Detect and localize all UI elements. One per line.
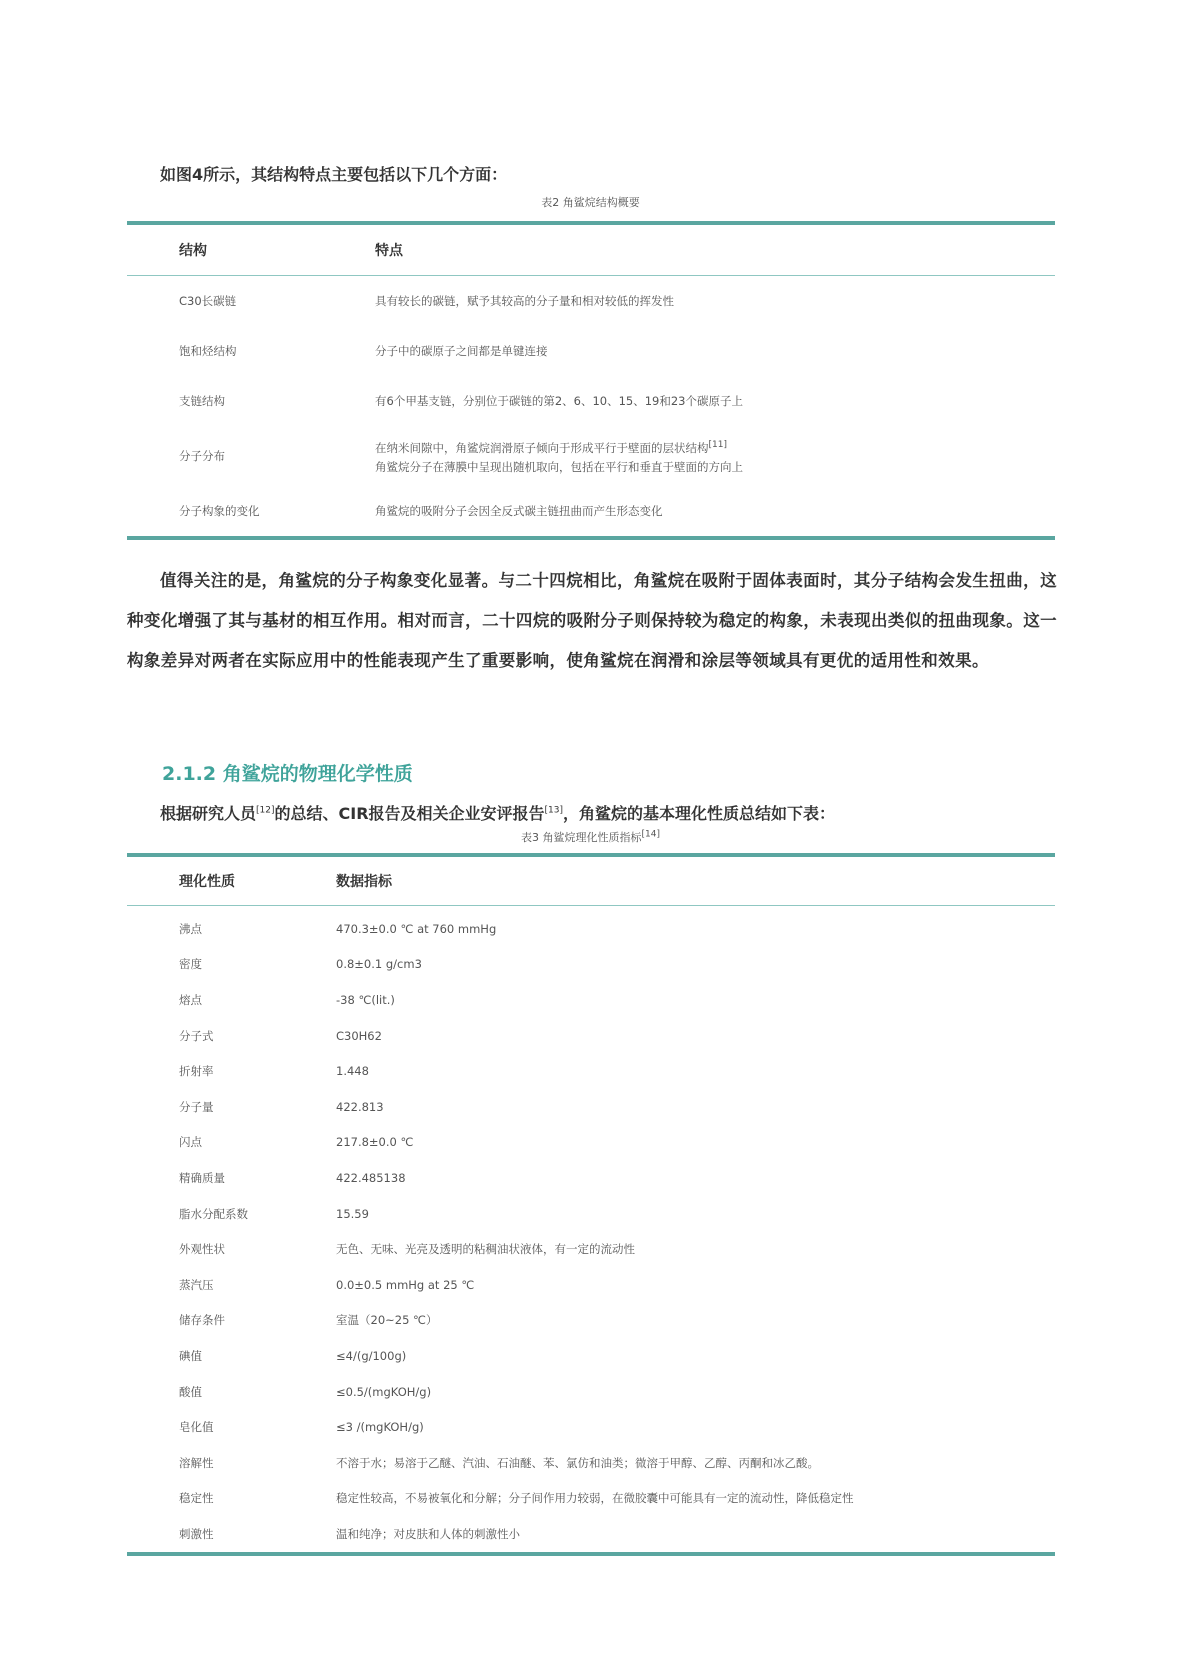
table1-desc-line1: 在纳米间隙中，角鲨烷润滑原子倾向于形成平行于壁面的层状结构 xyxy=(375,440,709,455)
table1-cell-name: 分子分布 xyxy=(179,449,225,463)
citation-ref: [11] xyxy=(708,439,727,450)
table-row xyxy=(127,426,1055,486)
table1-cell-desc xyxy=(375,426,1055,486)
table-row xyxy=(127,1160,1055,1196)
citation-ref: [12] xyxy=(256,805,275,816)
table2-cell-value: 1.448 xyxy=(336,1064,369,1079)
table2-cell-name: 储存条件 xyxy=(179,1313,225,1328)
table2-cell-name: 稳定性 xyxy=(179,1491,214,1506)
table2-cell-value: 0.8±0.1 g/cm3 xyxy=(336,957,422,972)
properties-table xyxy=(127,853,1055,1556)
table2-cell-name: 精确质量 xyxy=(179,1170,225,1185)
table2-cell-name: 酸值 xyxy=(179,1384,202,1399)
lead-text xyxy=(160,801,835,824)
citation-ref: [14] xyxy=(641,829,660,840)
table2-cell-name: 闪点 xyxy=(179,1135,202,1150)
table-row xyxy=(127,1196,1055,1232)
citation-ref: [13] xyxy=(544,805,564,816)
table-row xyxy=(127,1089,1055,1125)
table-row xyxy=(127,1338,1055,1374)
table-row xyxy=(127,1481,1055,1517)
table2-cell-value: 稳定性较高，不易被氧化和分解；分子间作用力较弱，在微胶囊中可能具有一定的流动性，降低稳定性 xyxy=(336,1491,854,1506)
lead-part3: ，角鲨烷的基本理化性质总结如下表： xyxy=(563,804,836,823)
table1-header-structure: 结构 xyxy=(127,223,375,276)
table2-cell-value: 217.8±0.0 ℃ xyxy=(336,1135,414,1150)
table2-cell-value: ≤4/(g/100g) xyxy=(336,1348,407,1363)
intro-text: 如图4所示，其结构特点主要包括以下几个方面： xyxy=(160,165,508,184)
table2-caption-text: 表3 角鲨烷理化性质指标 xyxy=(521,831,642,844)
table2-cell-name: 刺激性 xyxy=(179,1526,214,1541)
table2-cell-name: 折射率 xyxy=(179,1064,214,1079)
table2-cell-name: 密度 xyxy=(179,957,202,972)
lead-part1: 根据研究人员 xyxy=(160,804,257,823)
table2-cell-value: 422.485138 xyxy=(336,1170,406,1185)
table2-cell-value: ≤3 /(mgKOH/g) xyxy=(336,1420,424,1435)
table-row xyxy=(127,276,1055,327)
table-row xyxy=(127,1374,1055,1410)
table2-cell-value: 室温（20~25 ℃） xyxy=(336,1313,438,1328)
body-paragraph: 值得关注的是，角鲨烷的分子构象变化显著。与二十四烷相比，角鲨烷在吸附于固体表面时，其分子结构会发生扭曲，这种变化增强了其与基材的相互作用。相对而言，二十四烷的吸附分子则保持较为稳定的构象，未表现出类似的扭曲现象。这一构象差异对两者在实际应用中的性能表现产生了重要影响，使角鲨烷在润滑和涂层等领域具有更优的适用性和效果。 xyxy=(127,570,1057,670)
table2-cell-name: 外观性状 xyxy=(179,1242,225,1257)
table1-cell-name: C30长碳链 xyxy=(179,294,237,308)
table1-cell-desc: 分子中的碳原子之间都是单键连接 xyxy=(375,344,548,358)
table-row xyxy=(127,1267,1055,1303)
table-row xyxy=(127,1445,1055,1481)
table1-cell-desc: 角鲨烷的吸附分子会因全反式碳主链扭曲而产生形态变化 xyxy=(375,504,663,518)
section-heading: 2.1.2 角鲨烷的物理化学性质 xyxy=(162,763,413,785)
table2-cell-value: C30H62 xyxy=(336,1028,382,1043)
table-row xyxy=(127,906,1055,947)
structure-table xyxy=(127,221,1055,540)
table2-cell-name: 皂化值 xyxy=(179,1420,214,1435)
table2-cell-value: ≤0.5/(mgKOH/g) xyxy=(336,1384,432,1399)
table2-cell-name: 熔点 xyxy=(179,992,202,1007)
lead-part2: 的总结、CIR报告及相关企业安评报告 xyxy=(274,804,545,823)
table2-cell-name: 分子式 xyxy=(179,1028,214,1043)
table-row xyxy=(127,486,1055,538)
table-row xyxy=(127,376,1055,426)
table1-desc-line2: 角鲨烷分子在薄膜中呈现出随机取向，包括在平行和垂直于壁面的方向上 xyxy=(375,460,743,475)
table2-header-value: 数据指标 xyxy=(335,855,1055,906)
table1-caption: 表2 角鲨烷结构概要 xyxy=(541,196,640,209)
table2-cell-value: 0.0±0.5 mmHg at 25 ℃ xyxy=(336,1277,475,1292)
table2-caption xyxy=(0,829,1181,845)
table2-header-property: 理化性质 xyxy=(127,855,335,906)
table-row xyxy=(127,947,1055,983)
table-row xyxy=(127,1053,1055,1089)
table2-cell-value: 无色、无味、光亮及透明的粘稠油状液体，有一定的流动性 xyxy=(336,1242,635,1257)
table2-cell-value: 470.3±0.0 ℃ at 760 mmHg xyxy=(336,921,497,936)
table2-cell-value: 422.813 xyxy=(336,1099,384,1114)
table-row xyxy=(127,326,1055,376)
table1-header-feature: 特点 xyxy=(375,223,1055,276)
table2-cell-name: 碘值 xyxy=(179,1348,202,1363)
table1-cell-name: 分子构象的变化 xyxy=(179,504,260,518)
table2-cell-name: 沸点 xyxy=(179,921,202,936)
table2-cell-name: 溶解性 xyxy=(179,1455,214,1470)
table-row xyxy=(127,1516,1055,1554)
table1-cell-desc: 有6个甲基支链，分别位于碳链的第2、6、10、15、19和23个碳原子上 xyxy=(375,394,743,408)
table-row xyxy=(127,1125,1055,1161)
table-row xyxy=(127,1018,1055,1054)
table-row xyxy=(127,982,1055,1018)
table1-cell-name: 支链结构 xyxy=(179,394,225,408)
table1-cell-desc: 具有较长的碳链，赋予其较高的分子量和相对较低的挥发性 xyxy=(375,294,674,308)
table2-cell-value: -38 ℃(lit.) xyxy=(336,992,395,1007)
table2-cell-name: 脂水分配系数 xyxy=(179,1206,248,1221)
table-row xyxy=(127,1303,1055,1339)
table2-cell-value: 温和纯净；对皮肤和人体的刺激性小 xyxy=(336,1526,520,1541)
table-row xyxy=(127,1409,1055,1445)
table1-cell-name: 饱和烃结构 xyxy=(179,344,237,358)
table2-cell-value: 不溶于水；易溶于乙醚、汽油、石油醚、苯、氯仿和油类；微溶于甲醇、乙醇、丙酮和冰乙酸。 xyxy=(336,1455,819,1470)
table2-cell-name: 蒸汽压 xyxy=(179,1277,214,1292)
table2-cell-name: 分子量 xyxy=(179,1099,214,1114)
table-row xyxy=(127,1231,1055,1267)
table2-cell-value: 15.59 xyxy=(336,1206,369,1221)
